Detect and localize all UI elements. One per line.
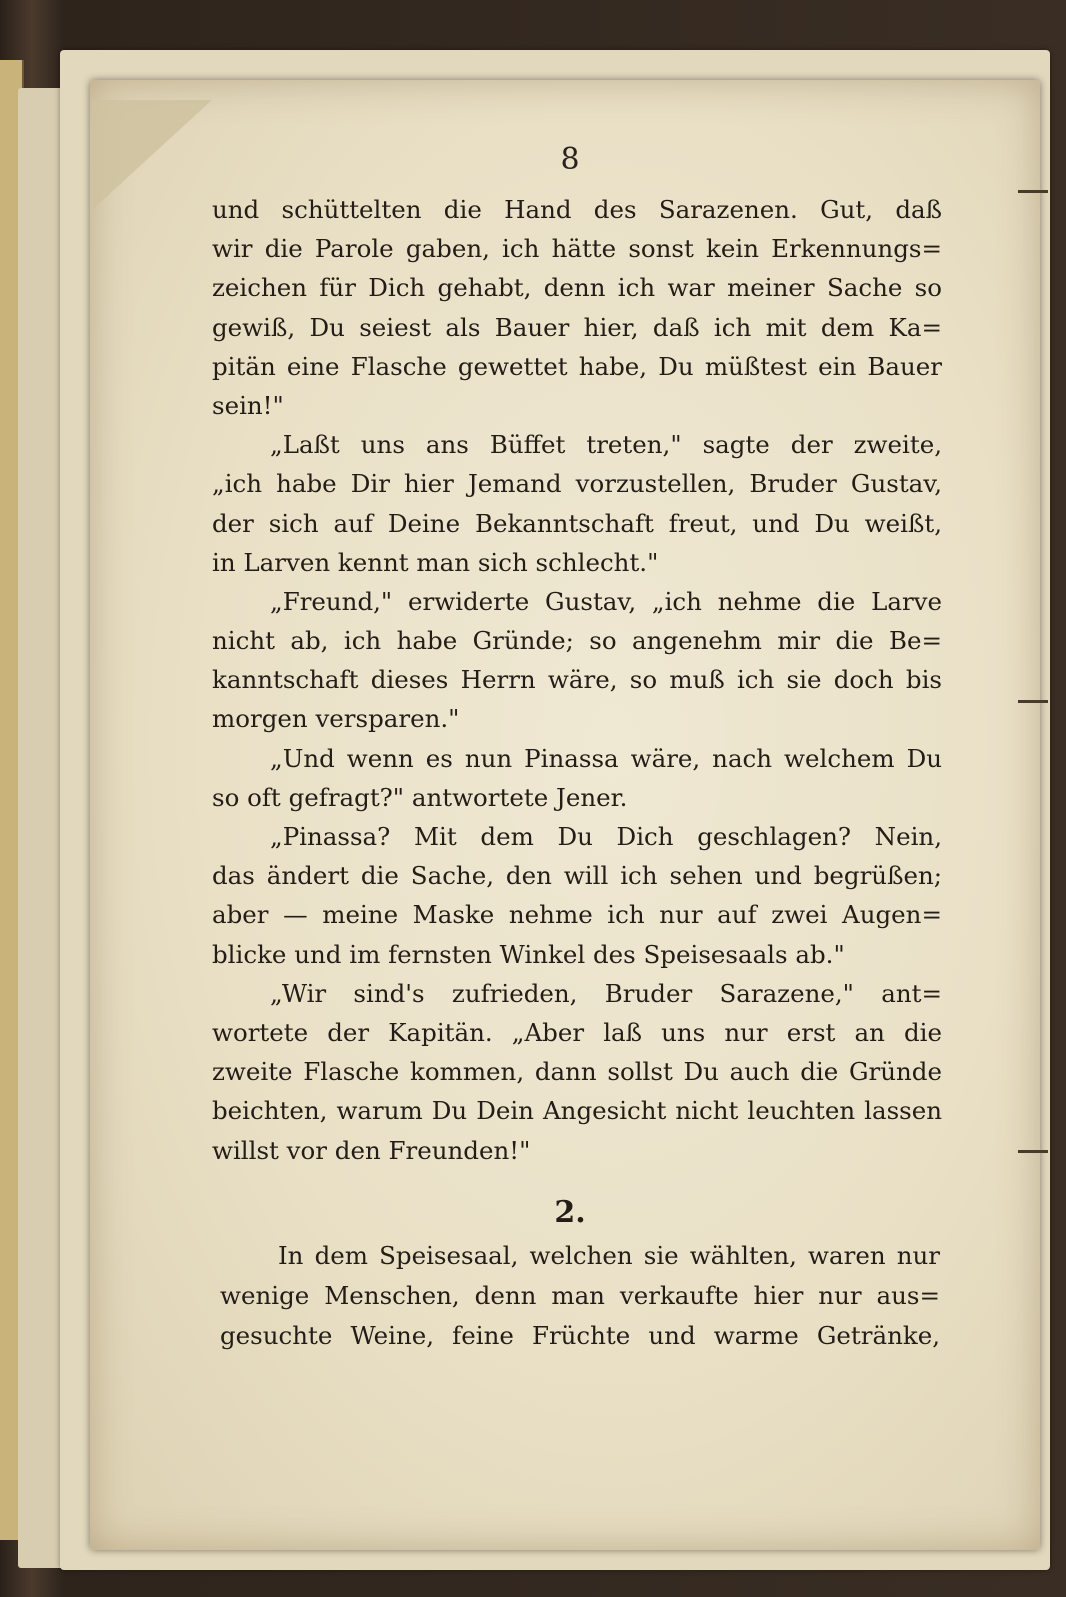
text-line: beichten, warum Du Dein Angesicht nicht leuchten lassen [212, 1096, 942, 1126]
text-line: „Pinassa? Mit dem Du Dich geschlagen? Nein, [270, 822, 942, 851]
text-line: zeichen für Dich gehabt, denn ich war meiner Sache so [212, 273, 942, 303]
text-line: willst vor den Freunden!" [212, 1135, 531, 1165]
text-line: aber — meine Maske nehme ich nur auf zwei Augen= [212, 900, 942, 930]
text-line: sein!" [212, 390, 284, 420]
page-number: 8 [560, 142, 580, 177]
text-line: zweite Flasche kommen, dann sollst Du auch die Gründe [212, 1057, 942, 1087]
text-line: „Laßt uns ans Büffet treten," sagte der zweite, [270, 430, 942, 460]
text-line: „Wir sind's zufrieden, Bruder Sarazene," ant= [270, 978, 942, 1008]
text-line: kanntschaft dieses Herrn wäre, so muß ich sie doch bis [212, 665, 942, 695]
text-line: gesuchte Weine, feine Früchte und warme Getränke, [220, 1321, 940, 1350]
text-line: blicke und im fernsten Winkel des Speisesaals ab." [212, 939, 845, 969]
text-line: der sich auf Deine Bekanntschaft freut, und Du weißt, [212, 508, 942, 538]
text-line: so oft gefragt?" antwortete Jener. [212, 782, 628, 812]
text-line: in Larven kennt man sich schlecht." [212, 547, 659, 577]
text-line: „ich habe Dir hier Jemand vorzustellen, Bruder Gustav, [212, 469, 942, 499]
text-line: wir die Parole gaben, ich hätte sonst kein Erkennungs= [212, 234, 942, 264]
text-line: „Und wenn es nun Pinassa wäre, nach welchem Du [270, 743, 942, 773]
text-line: pitän eine Flasche gewettet habe, Du müßtest ein Bauer [212, 351, 942, 381]
text-line: wortete der Kapitän. „Aber laß uns nur erst an die [212, 1017, 942, 1047]
text-line: In dem Speisesaal, welchen sie wählten, waren nur [278, 1241, 940, 1270]
text-line: „Freund," erwiderte Gustav, „ich nehme die Larve [270, 586, 942, 616]
page-edge-marks [1010, 180, 1060, 1380]
text-line: wenige Menschen, denn man verkaufte hier nur aus= [220, 1281, 940, 1310]
text-line: das ändert die Sache, den will ich sehen und begrüßen; [212, 861, 942, 891]
body-text [212, 190, 942, 1170]
folded-corner [92, 100, 212, 210]
text-line: gewiß, Du seiest als Bauer hier, daß ich mit dem Ka= [212, 312, 942, 342]
text-line: morgen versparen." [212, 704, 460, 734]
text-line: nicht ab, ich habe Gründe; so angenehm mir die Be= [212, 626, 942, 656]
section-number: 2. [554, 1195, 586, 1230]
section-text [220, 1236, 940, 1356]
text-line: und schüttelten die Hand des Sarazenen. Gut, daß [212, 195, 942, 224]
